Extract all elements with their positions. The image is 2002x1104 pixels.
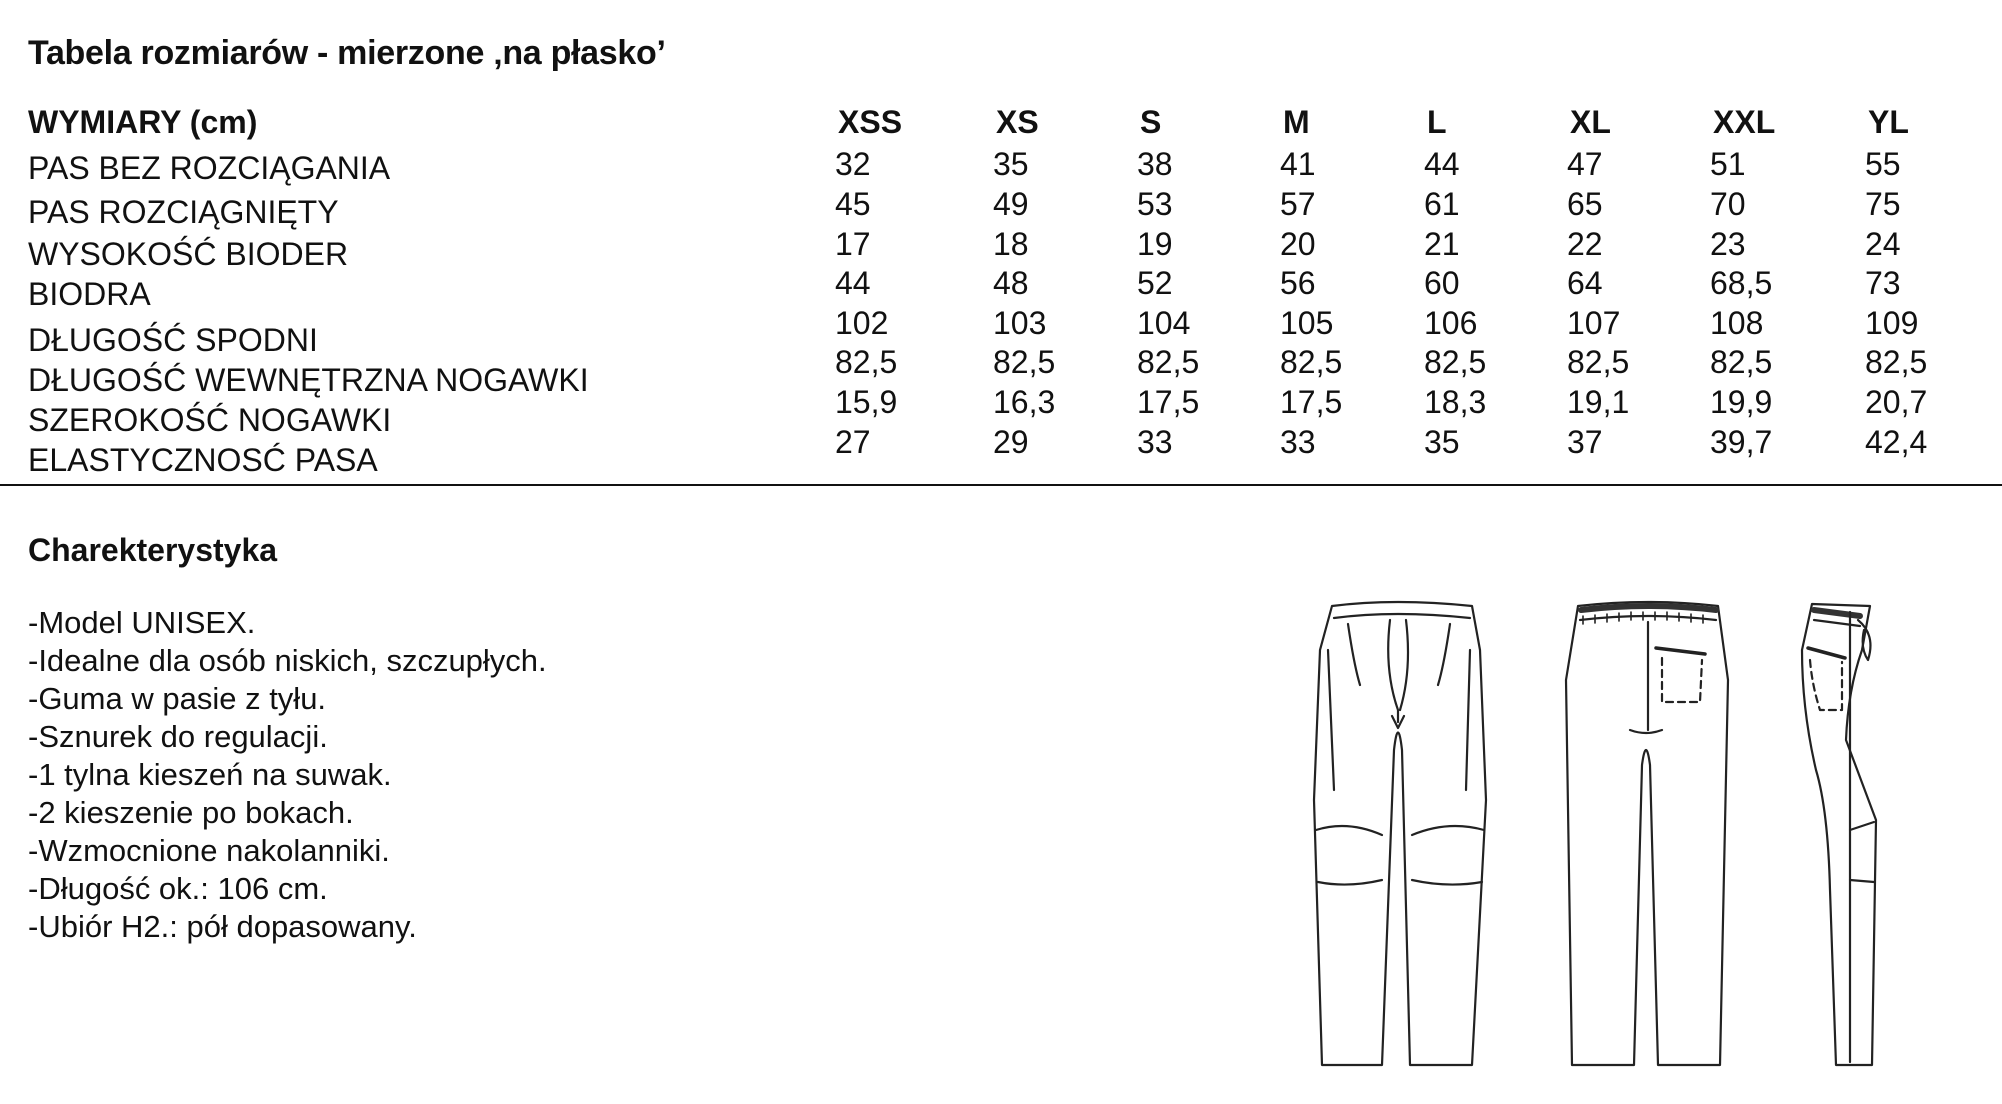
table-cell: 108 [1710,305,1764,341]
table-cell: 82,5 [1865,344,1928,380]
list-item: -2 kieszenie po bokach. [28,795,354,830]
size-header-l: L [1427,104,1447,140]
table-cell: 17 [835,226,871,262]
characteristics-title: Charekterystyka [28,532,278,568]
table-cell: 37 [1567,424,1603,460]
page-title: Tabela rozmiarów - mierzone ‚na płasko’ [28,34,666,72]
table-cell: 68,5 [1710,265,1773,301]
table-cell: 16,3 [993,384,1056,420]
row-label-inseam: DŁUGOŚĆ WEWNĘTRZNA NOGAWKI [28,362,589,398]
list-item: -Model UNISEX. [28,605,256,640]
table-cell: 55 [1865,146,1901,182]
table-cell: 19,1 [1567,384,1630,420]
table-cell: 73 [1865,265,1901,301]
size-header-xl: XL [1570,104,1611,140]
row-label-waist-elasticity: ELASTYCZNOSĆ PASA [28,442,378,478]
table-cell: 104 [1137,305,1191,341]
table-cell: 103 [993,305,1047,341]
table-cell: 82,5 [1280,344,1343,380]
row-label-trouser-length: DŁUGOŚĆ SPODNI [28,322,318,358]
table-cell: 23 [1710,226,1746,262]
table-cell: 107 [1567,305,1621,341]
table-cell: 41 [1280,146,1316,182]
table-cell: 18,3 [1424,384,1487,420]
row-label-hip-height: WYSOKOŚĆ BIODER [28,236,349,272]
table-cell: 24 [1865,226,1901,262]
size-header-s: S [1140,104,1162,140]
size-header-yl: YL [1868,104,1909,140]
table-cell: 19,9 [1710,384,1773,420]
row-label-leg-width: SZEROKOŚĆ NOGAWKI [28,402,392,438]
table-cell: 17,5 [1280,384,1343,420]
row-label-waist-unstretched: PAS BEZ ROZCIĄGANIA [28,150,391,186]
table-cell: 75 [1865,186,1901,222]
table-cell: 22 [1567,226,1603,262]
table-cell: 60 [1424,265,1460,301]
table-cell: 51 [1710,146,1746,182]
table-cell: 48 [993,265,1029,301]
table-cell: 102 [835,305,889,341]
table-cell: 105 [1280,305,1334,341]
list-item: -Długość ok.: 106 cm. [28,871,328,906]
table-cell: 57 [1280,186,1316,222]
table-cell: 20 [1280,226,1316,262]
table-cell: 64 [1567,265,1603,301]
table-cell: 35 [1424,424,1460,460]
table-cell: 32 [835,146,871,182]
list-item: -Sznurek do regulacji. [28,719,328,754]
size-header-xxl: XXL [1713,104,1776,140]
table-cell: 44 [835,265,871,301]
table-cell: 29 [993,424,1029,460]
table-cell: 52 [1137,265,1173,301]
list-item: -Idealne dla osób niskich, szczupłych. [28,643,547,678]
table-cell: 18 [993,226,1029,262]
table-cell: 20,7 [1865,384,1928,420]
pants-back-view-icon [1566,602,1728,1065]
table-cell: 82,5 [1710,344,1773,380]
table-cell: 42,4 [1865,424,1928,460]
table-cell: 47 [1567,146,1603,182]
table-cell: 33 [1137,424,1173,460]
table-cell: 56 [1280,265,1316,301]
table-cell: 44 [1424,146,1460,182]
size-header-xs: XS [996,104,1039,140]
pants-side-view-icon [1802,604,1876,1065]
table-divider [0,484,2002,486]
row-label-waist-stretched: PAS ROZCIĄGNIĘTY [28,194,339,230]
row-label-hips: BIODRA [28,276,151,312]
table-cell: 53 [1137,186,1173,222]
list-item: -1 tylna kieszeń na suwak. [28,757,392,792]
table-cell: 17,5 [1137,384,1200,420]
table-cell: 70 [1710,186,1746,222]
pants-front-view-icon [1314,602,1486,1065]
table-cell: 35 [993,146,1029,182]
list-item: -Ubiór H2.: pół dopasowany. [28,909,417,944]
table-cell: 106 [1424,305,1478,341]
size-header-m: M [1283,104,1310,140]
table-cell: 109 [1865,305,1919,341]
pants-illustration [1300,590,1920,1080]
table-cell: 65 [1567,186,1603,222]
table-cell: 61 [1424,186,1460,222]
table-cell: 82,5 [1567,344,1630,380]
list-item: -Wzmocnione nakolanniki. [28,833,390,868]
table-cell: 82,5 [993,344,1056,380]
table-cell: 49 [993,186,1029,222]
table-cell: 82,5 [1424,344,1487,380]
table-cell: 82,5 [1137,344,1200,380]
table-cell: 15,9 [835,384,898,420]
characteristics-list [28,604,547,946]
table-cell: 39,7 [1710,424,1773,460]
list-item: -Guma w pasie z tyłu. [28,681,327,716]
table-header-label: WYMIARY (cm) [28,104,258,140]
table-cell: 45 [835,186,871,222]
size-header-xss: XSS [838,104,903,140]
table-cell: 82,5 [835,344,898,380]
table-cell: 21 [1424,226,1460,262]
table-cell: 19 [1137,226,1173,262]
table-cell: 27 [835,424,871,460]
table-cell: 38 [1137,146,1173,182]
table-cell: 33 [1280,424,1316,460]
